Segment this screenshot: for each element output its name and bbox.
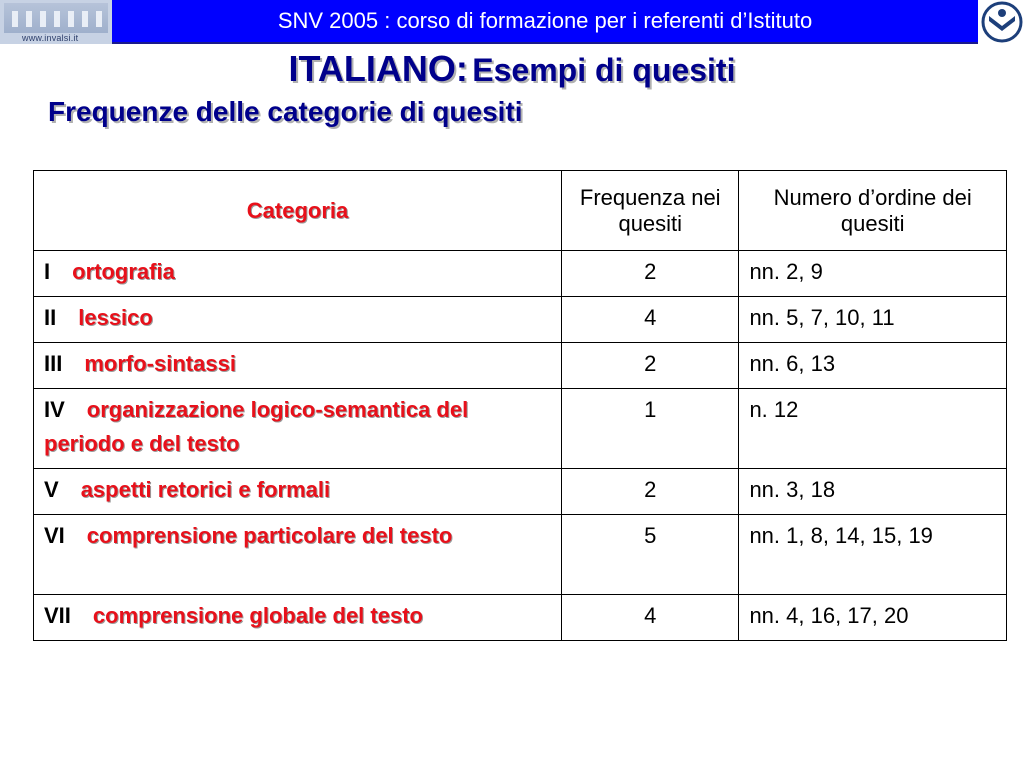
title-sub: Esempi di quesiti — [472, 52, 736, 88]
table-row — [34, 595, 1007, 641]
category-cell: VII comprensione globale del testo — [34, 595, 562, 641]
page-title — [0, 48, 1024, 90]
header-frequenza: Frequenza nei quesiti — [562, 171, 739, 251]
table-row — [34, 515, 1007, 595]
frequency-cell: 2 — [562, 343, 739, 389]
numbers-cell: nn. 4, 16, 17, 20 — [739, 595, 1007, 641]
frequency-cell: 4 — [562, 297, 739, 343]
frequency-cell: 4 — [562, 595, 739, 641]
header-categoria: Categoria — [34, 171, 562, 251]
table-row — [34, 389, 1007, 469]
numbers-cell: nn. 3, 18 — [739, 469, 1007, 515]
building-image — [4, 3, 108, 33]
table-row — [34, 251, 1007, 297]
header-numero: Numero d’ordine dei quesiti — [739, 171, 1007, 251]
frequency-cell: 1 — [562, 389, 739, 469]
frequency-cell: 5 — [562, 515, 739, 595]
table-row — [34, 343, 1007, 389]
table-header-row — [34, 171, 1007, 251]
numbers-cell: n. 12 — [739, 389, 1007, 469]
invalsi-logo — [0, 0, 112, 44]
numbers-cell: nn. 1, 8, 14, 15, 19 — [739, 515, 1007, 595]
category-cell: II lessico — [34, 297, 562, 343]
page-subtitle: Frequenze delle categorie di quesiti — [48, 96, 523, 127]
category-cell: III morfo-sintassi — [34, 343, 562, 389]
category-cell: IV organizzazione logico-semantica del periodo e del testo — [34, 389, 562, 469]
frequency-cell: 2 — [562, 469, 739, 515]
category-cell: I ortografia — [34, 251, 562, 297]
logo-caption: www.invalsi.it — [22, 33, 79, 43]
category-cell: V aspetti retorici e formali — [34, 469, 562, 515]
numbers-cell: nn. 6, 13 — [739, 343, 1007, 389]
categories-table — [33, 170, 1007, 641]
category-cell: VI comprensione particolare del testo — [34, 515, 562, 595]
emblem-icon — [980, 0, 1024, 44]
table-row — [34, 469, 1007, 515]
numbers-cell: nn. 5, 7, 10, 11 — [739, 297, 1007, 343]
numbers-cell: nn. 2, 9 — [739, 251, 1007, 297]
header-banner — [112, 0, 978, 44]
banner-text: SNV 2005 : corso di formazione per i referenti d’Istituto — [277, 8, 813, 33]
table-row — [34, 297, 1007, 343]
title-main: ITALIANO: — [288, 48, 468, 89]
frequency-cell: 2 — [562, 251, 739, 297]
